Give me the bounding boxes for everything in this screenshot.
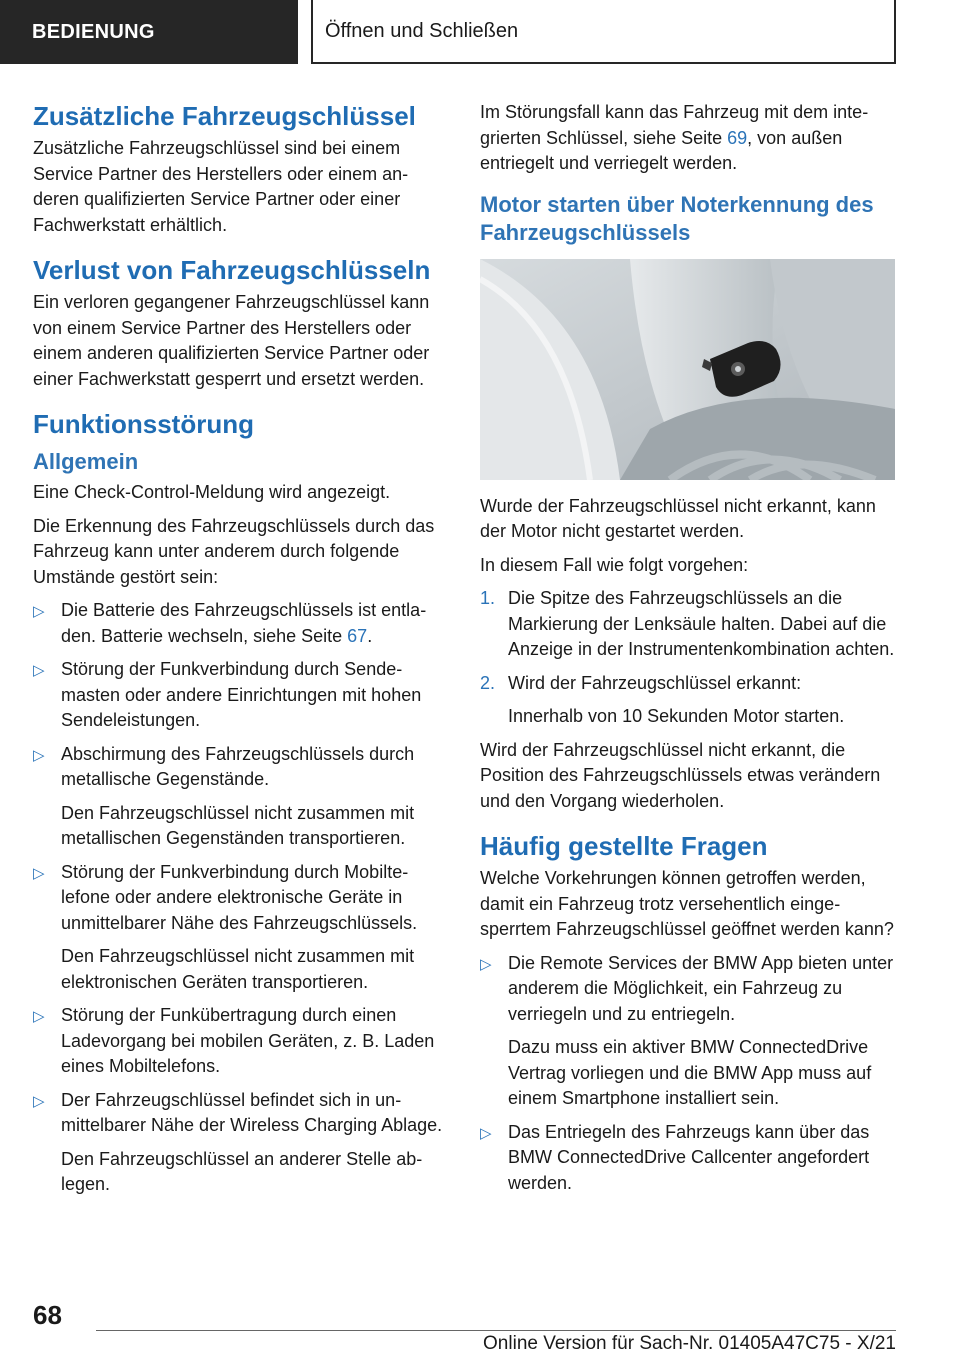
page-header <box>0 0 960 66</box>
heading-emergency-start: Motor starten über Noterkennung des Fahrzeugschlüssels <box>480 191 874 245</box>
list-item-text: Abschirmung des Fahrzeugschlüssels durch metallische Gegenstände. <box>61 743 415 789</box>
list-item-note: Den Fahrzeugschlüssel an anderer Stelle ablegen. <box>61 1148 423 1194</box>
triangle-bullet-icon: ▷ <box>33 746 45 764</box>
list-item <box>480 951 897 1112</box>
heading-faq: Häufig gestellte Fragen <box>480 831 768 861</box>
footer-divider <box>96 1330 896 1331</box>
paragraph-retry: Wird der Fahrzeugschlüssel nicht erkannt, die Position des Fahrzeugschlüssels etwas verändern und den Vorgang wiederholen. <box>480 739 881 811</box>
step-item <box>480 586 897 663</box>
footer-version-text: Online Version für Sach-Nr. 01405A47C75 - X/21 <box>483 1333 896 1354</box>
list-item <box>33 657 448 734</box>
triangle-bullet-icon: ▷ <box>480 1124 492 1142</box>
heading-general: Allgemein <box>33 449 139 474</box>
paragraph-text: Im Störungsfall kann das Fahrzeug mit dem integrierten Schlüssel, siehe Seite <box>480 102 869 148</box>
page-number: 68 <box>33 1300 62 1330</box>
heading-additional-keys: Zusätzliche Fahrzeugschlüssel <box>33 101 416 131</box>
paragraph-detection-disturbed: Die Erkennung des Fahrzeugschlüssels durch das Fahrzeug kann unter anderem durch folgende Umstände gestört sein: <box>33 515 435 587</box>
chapter-title: Öffnen und Schließen <box>311 0 896 64</box>
paragraph-integrated-key <box>480 100 897 177</box>
list-item <box>480 1120 897 1197</box>
list-item <box>33 1088 448 1198</box>
triangle-bullet-icon: ▷ <box>33 1008 45 1025</box>
right-column <box>480 100 897 1204</box>
steering-column-key-image <box>480 259 895 480</box>
list-item <box>33 1003 448 1080</box>
list-item <box>33 742 448 852</box>
paragraph-text-end: , von außen entriegelt und verriegelt werden. <box>480 127 843 173</box>
step-text: Die Spitze des Fahrzeugschlüssels an die Markierung der Lenksäule halten. Dabei auf die Anzeige in der Instrumentenkombination achten. <box>508 588 895 659</box>
list-item-note: Dazu muss ein aktiver BMW ConnectedDrive Vertrag vorliegen und die BMW App muss auf einem Smartphone installiert sein. <box>508 1037 872 1108</box>
faq-answer-list <box>480 951 897 1197</box>
list-item-text: Die Remote Services der BMW App bieten unter anderem die Möglichkeit, ein Fahrzeug zu verriegeln und zu entriegeln. <box>508 952 894 1024</box>
list-item-text-end: . <box>367 625 373 646</box>
list-item-note: Den Fahrzeugschlüssel nicht zusammen mit elektronischen Geräten transportieren. <box>61 946 415 992</box>
list-item-text: Das Entriegeln des Fahrzeugs kann über das BMW ConnectedDrive Callcenter angefordert werden. <box>508 1121 870 1193</box>
paragraph-faq-question: Welche Vorkehrungen können getroffen werden, damit ein Fahrzeug trotz versehentlich eingesperrtem Fahrzeugschlüssel geöffnet werden kann? <box>480 868 894 939</box>
paragraph-additional-keys: Zusätzliche Fahrzeugschlüssel sind bei einem Service Partner des Herstellers oder einem anderen qualifizierten Service Partner oder einer Fachwerkstatt erhältlich. <box>33 138 409 235</box>
left-column <box>33 100 448 1206</box>
list-item <box>33 598 448 649</box>
list-item-text: Störung der Funkverbindung durch Sendemasten oder andere Einrichtungen mit hohen Sendeleistungen. <box>61 659 422 730</box>
list-item <box>33 860 448 996</box>
section-title: BEDIENUNG <box>0 0 298 64</box>
page-link-69[interactable]: 69 <box>727 127 748 148</box>
page-link-67[interactable]: 67 <box>347 625 368 646</box>
heading-lost-keys: Verlust von Fahrzeugschlüsseln <box>33 255 431 285</box>
triangle-bullet-icon: ▷ <box>480 955 492 973</box>
list-item-text: Der Fahrzeugschlüssel befindet sich in unmittelbarer Nähe der Wireless Charging Ablage. <box>61 1089 443 1135</box>
triangle-bullet-icon: ▷ <box>33 662 45 679</box>
step-number: 1. <box>480 588 496 608</box>
triangle-bullet-icon: ▷ <box>33 864 45 882</box>
paragraph-procedure-intro: In diesem Fall wie folgt vorgehen: <box>480 554 749 575</box>
triangle-bullet-icon: ▷ <box>33 1092 45 1110</box>
paragraph-key-not-recognized: Wurde der Fahrzeugschlüssel nicht erkannt, kann der Motor nicht gestartet werden. <box>480 495 876 541</box>
step-number: 2. <box>480 672 496 693</box>
step-text: Wird der Fahrzeugschlüssel erkannt: <box>508 672 802 693</box>
list-item-text: Die Batterie des Fahrzeugschlüssels ist entladen. Batterie wechseln, siehe Seite <box>61 600 427 646</box>
emergency-start-steps <box>480 586 897 730</box>
triangle-bullet-icon: ▷ <box>33 603 45 620</box>
paragraph-check-control: Eine Check-Control-Meldung wird angezeigt. <box>33 482 391 502</box>
malfunction-cause-list <box>33 598 448 1198</box>
list-item-text: Störung der Funkverbindung durch Mobiltelefone oder andere elektronische Geräte in unmittelbarer Nähe des Fahrzeugschlüssels. <box>61 861 418 933</box>
list-item-note: Den Fahrzeugschlüssel nicht zusammen mit metallischen Gegenständen transportieren. <box>61 802 415 848</box>
paragraph-lost-keys: Ein verloren gegangener Fahrzeugschlüssel kann von einem Service Partner des Herstellers oder einem anderen qualifizierten Service Partner oder einer Fachwerkstatt gesperrt und ersetzt werden. <box>33 292 430 389</box>
heading-malfunction: Funktionsstörung <box>33 409 254 439</box>
step-note: Innerhalb von 10 Sekunden Motor starten. <box>508 706 845 726</box>
list-item-text: Störung der Funkübertragung durch einen Ladevorgang bei mobilen Geräten, z. B. Laden eines Mobiltelefons. <box>61 1005 435 1076</box>
step-item <box>480 671 897 730</box>
key-at-steering-column-illustration <box>480 259 895 480</box>
